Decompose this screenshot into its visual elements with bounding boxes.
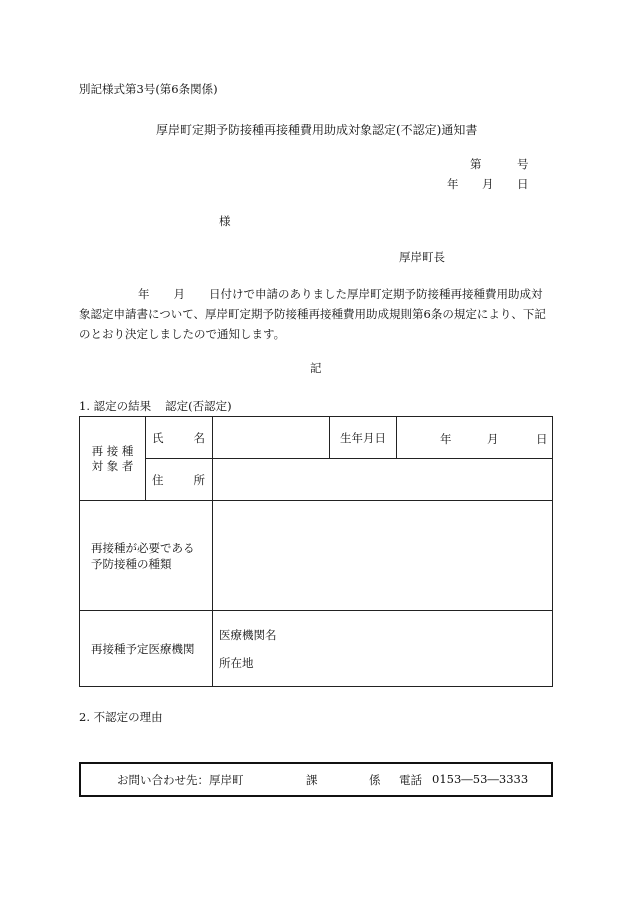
contact-kakari: 係	[369, 773, 381, 787]
body-year: 年	[138, 287, 150, 301]
address-label-1: 住	[152, 472, 164, 487]
facility-name-label: 医療機関名	[219, 627, 277, 642]
birth-label-cell	[330, 417, 397, 459]
birth-month: 月	[487, 431, 499, 446]
vaccine-label-line-2: 予防接種の種類	[91, 556, 172, 571]
facility-value-cell[interactable]	[213, 611, 553, 687]
birth-label: 生年月日	[340, 430, 386, 445]
date-year: 年	[447, 177, 459, 191]
section-1-label: 1. 認定の結果	[79, 399, 152, 413]
section-1-result: 認定(否認定)	[165, 399, 232, 413]
doc-number-prefix: 第	[470, 157, 482, 171]
contact-phone: 0153―53―3333	[432, 772, 529, 786]
subject-label-line-2: 対 象 者	[91, 458, 134, 473]
vaccine-value-cell[interactable]	[213, 501, 553, 611]
date-day: 日	[517, 177, 529, 191]
birth-day: 日	[536, 431, 548, 446]
name-label-cell	[146, 417, 213, 459]
section-2-heading: 2. 不認定の理由	[79, 710, 163, 724]
subject-label-cell	[80, 417, 146, 501]
name-label-1: 氏	[152, 430, 164, 445]
form-number: 別記様式第3号(第6条関係)	[79, 82, 218, 96]
subject-label-line-1: 再 接 種	[91, 443, 134, 458]
doc-number-suffix: 号	[517, 157, 529, 171]
birth-value-cell[interactable]	[397, 417, 553, 459]
body-line-1-rest: 日付けで申請のありました厚岸町定期予防接種再接種費用助成対	[209, 287, 543, 301]
page-title: 厚岸町定期予防接種再接種費用助成対象認定(不認定)通知書	[156, 123, 478, 137]
contact-ka: 課	[306, 773, 318, 787]
contact-prefix: お問い合わせ先：厚岸町	[117, 773, 244, 787]
vaccine-label-line-1: 再接種が必要である	[91, 540, 195, 555]
body-month: 月	[173, 287, 185, 301]
addressee-suffix: 様	[219, 214, 231, 228]
address-label-2: 所	[193, 472, 205, 487]
ki-heading: 記	[310, 361, 322, 375]
section-1-heading	[79, 398, 232, 414]
facility-label-cell	[80, 611, 213, 687]
body-line-1	[79, 284, 553, 304]
birth-year: 年	[440, 431, 452, 446]
address-label-cell	[146, 459, 213, 501]
name-value-cell[interactable]	[213, 417, 330, 459]
body-paragraph	[79, 284, 553, 344]
issuer: 厚岸町長	[399, 250, 445, 264]
contact-box	[79, 762, 553, 797]
body-line-2: 象認定申請書について、厚岸町定期予防接種再接種費用助成規則第6条の規定により、下記	[79, 307, 546, 321]
address-value-cell[interactable]	[213, 459, 553, 501]
result-table	[79, 416, 553, 687]
name-label-2: 名	[193, 430, 205, 445]
vaccine-label-cell	[80, 501, 213, 611]
facility-address-label: 所在地	[219, 655, 254, 670]
contact-phone-label: 電話	[399, 773, 422, 787]
facility-label: 再接種予定医療機関	[91, 641, 195, 656]
body-line-3: のとおり決定しましたので通知します。	[79, 327, 286, 341]
date-month: 月	[482, 177, 494, 191]
